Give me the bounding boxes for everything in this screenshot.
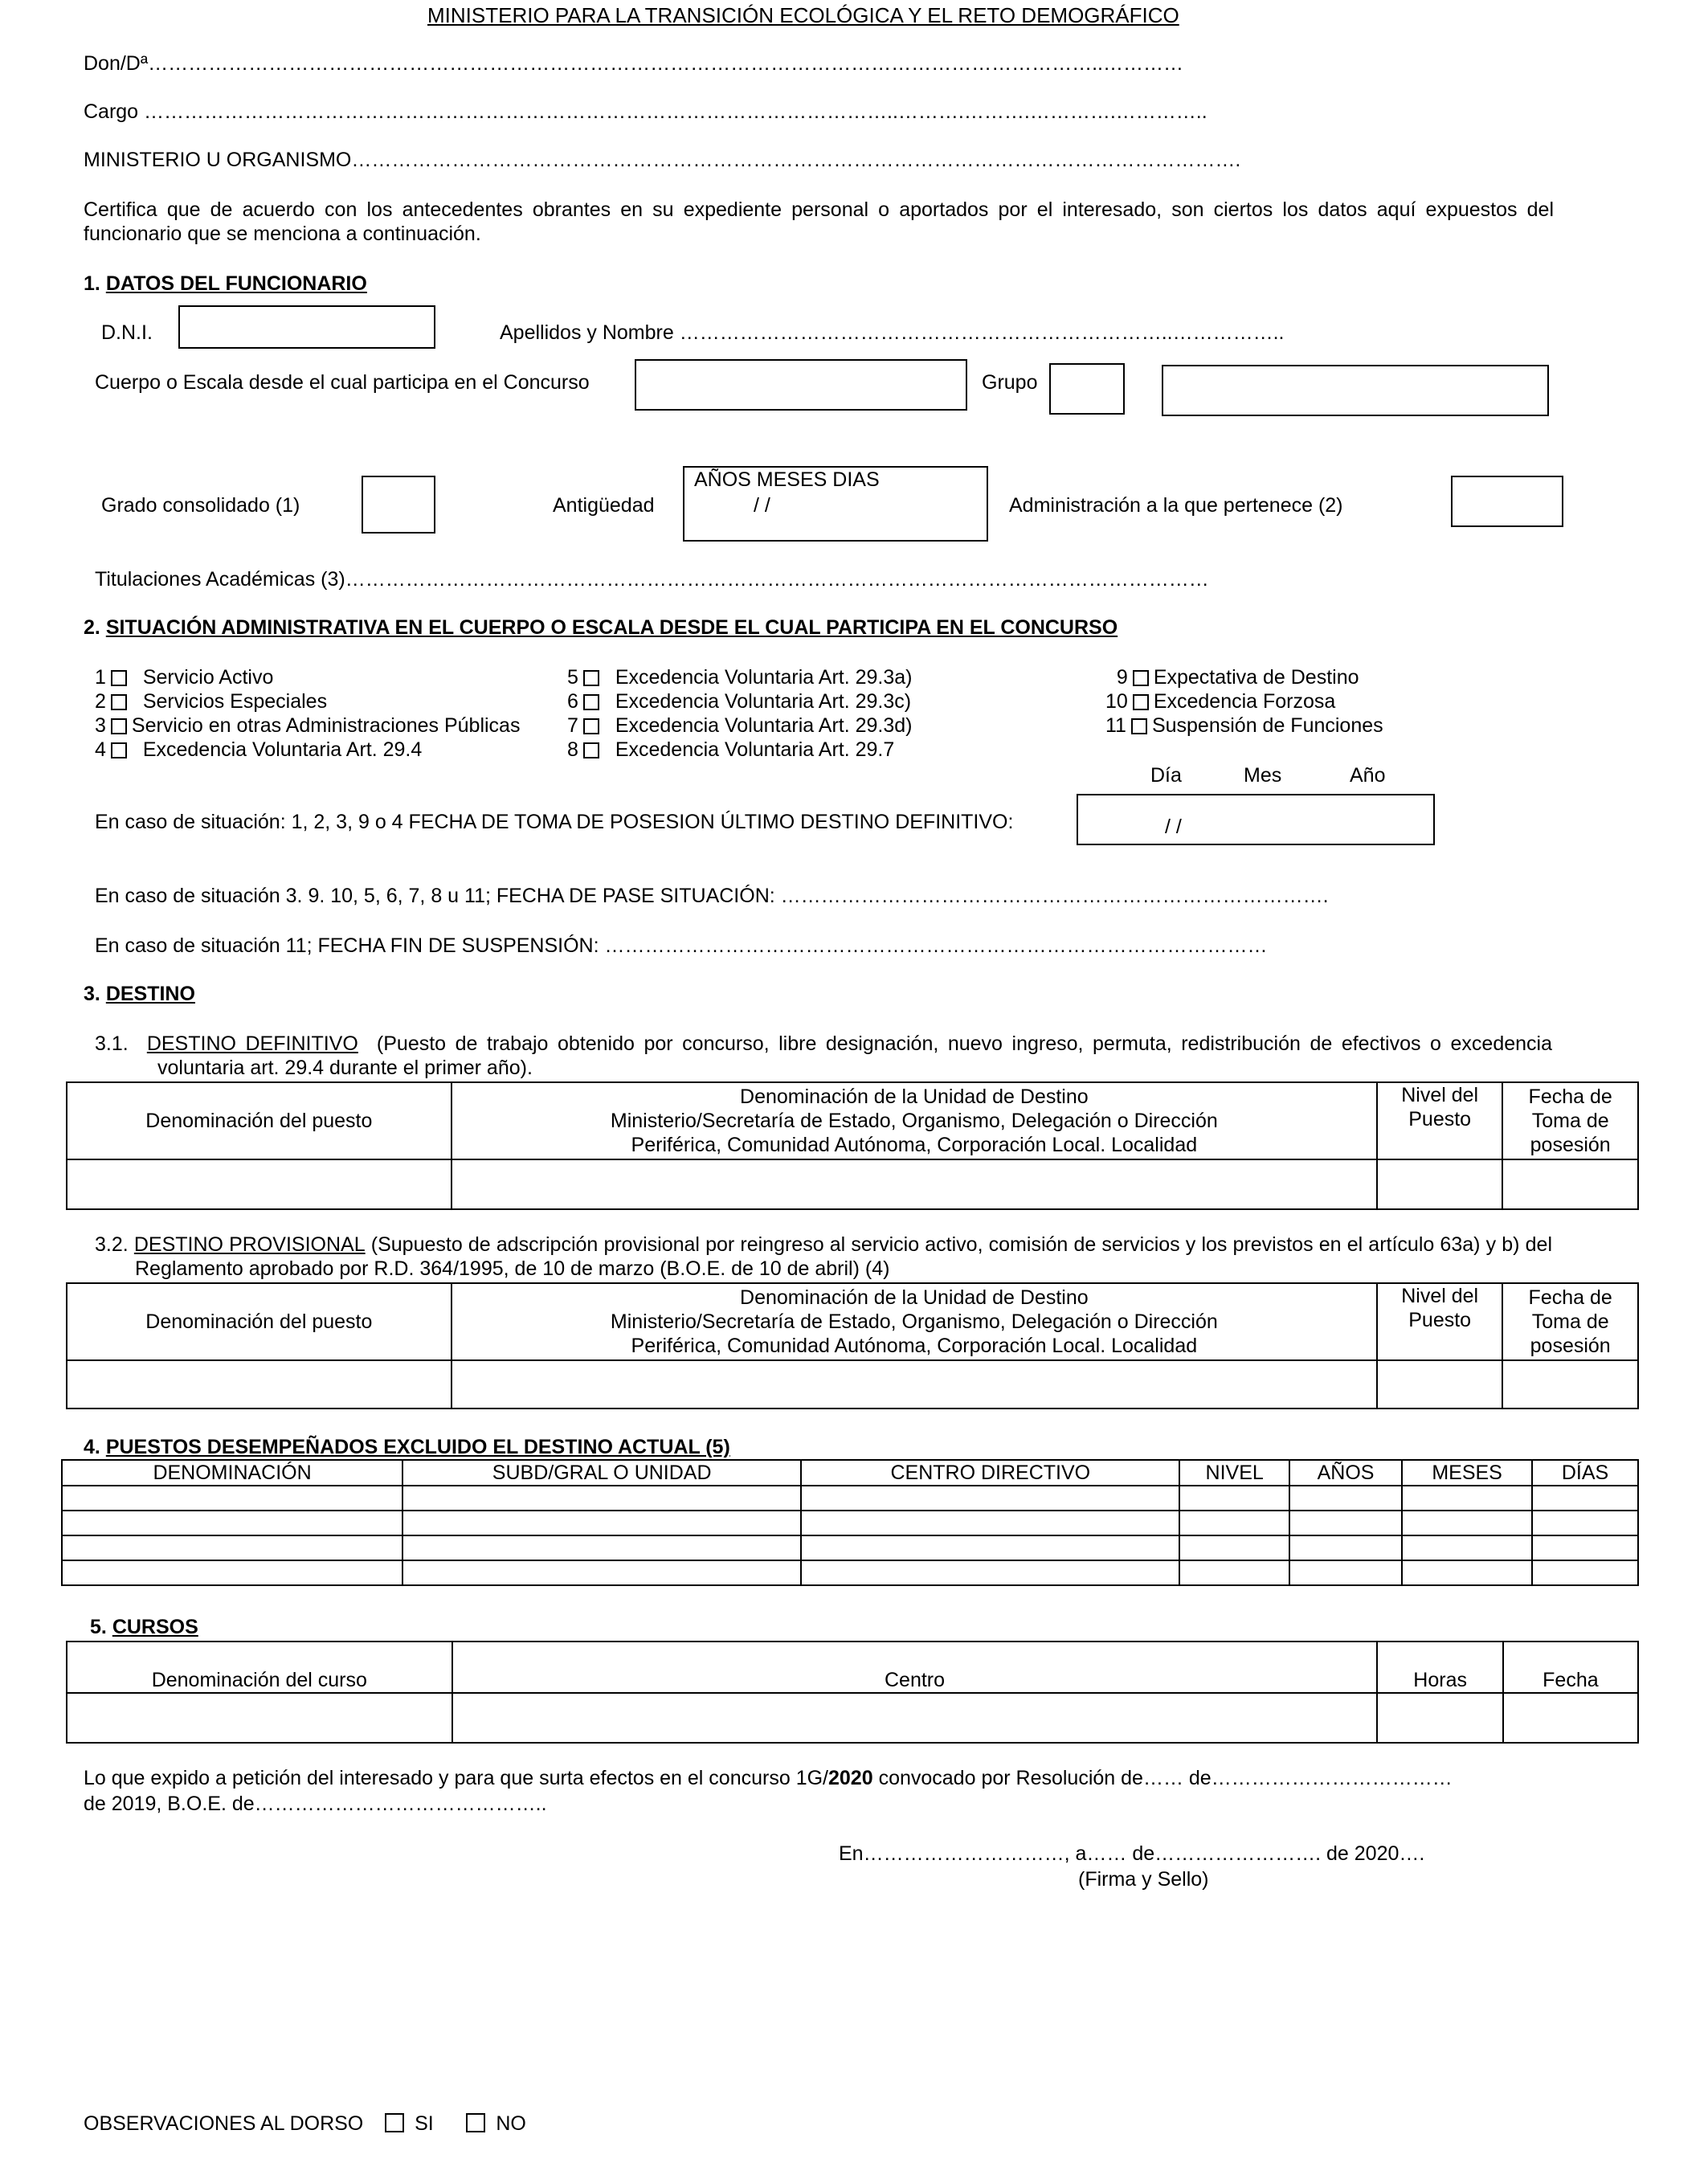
section-3-number: 3. — [84, 983, 100, 1005]
table-cell[interactable] — [1402, 1535, 1532, 1560]
table-cell[interactable] — [1377, 1360, 1502, 1408]
table-cell[interactable] — [1532, 1535, 1638, 1560]
col-header: DENOMINACIÓN — [62, 1460, 402, 1486]
observaciones-label: OBSERVACIONES AL DORSO — [84, 2112, 364, 2135]
col-header: Nivel del Puesto — [1377, 1283, 1502, 1360]
section-1-number: 1. — [84, 272, 100, 295]
table-cell[interactable] — [1502, 1360, 1638, 1408]
table-cell[interactable] — [402, 1535, 801, 1560]
table-cell[interactable] — [801, 1511, 1179, 1535]
antiguedad-label: Antigüedad — [553, 494, 655, 517]
cursos-table — [66, 1641, 1639, 1744]
firma-label: (Firma y Sello) — [1078, 1868, 1209, 1891]
table-cell[interactable] — [67, 1693, 452, 1743]
table-cell[interactable] — [1179, 1511, 1289, 1535]
situacion-col-1 — [95, 665, 520, 762]
checkbox-icon — [1133, 694, 1149, 710]
col-header: Denominación del puesto — [67, 1082, 452, 1159]
table-cell[interactable] — [801, 1486, 1179, 1511]
table-cell[interactable] — [67, 1159, 452, 1209]
table-cell[interactable] — [402, 1560, 801, 1585]
table-cell[interactable] — [801, 1535, 1179, 1560]
cuerpo-input[interactable] — [635, 359, 967, 411]
checkbox-icon — [111, 718, 127, 734]
col-header: AÑOS — [1289, 1460, 1402, 1486]
administracion-label: Administración a la que pertenece (2) — [1009, 494, 1343, 517]
table-cell[interactable] — [1502, 1159, 1638, 1209]
apellidos-field[interactable]: Apellidos y Nombre ………………………………………………………………..…………….. — [500, 321, 1285, 344]
section-2-number: 2. — [84, 616, 100, 639]
table-cell[interactable] — [452, 1360, 1377, 1408]
situacion-option[interactable]: 6 Excedencia Voluntaria Art. 29.3c) — [567, 690, 912, 713]
table-row — [62, 1511, 1638, 1535]
grupo-input[interactable] — [1049, 363, 1125, 415]
table-cell[interactable] — [1289, 1486, 1402, 1511]
cuerpo-label: Cuerpo o Escala desde el cual participa en el Concurso — [95, 371, 590, 394]
section-5-heading — [90, 1615, 198, 1639]
table-cell[interactable] — [62, 1560, 402, 1585]
section-3-title: DESTINO — [105, 983, 195, 1005]
situacion-option[interactable]: 5 Excedencia Voluntaria Art. 29.3a) — [567, 666, 913, 689]
destino-definitivo-table — [66, 1081, 1639, 1210]
situacion-option[interactable]: 2 Servicios Especiales — [95, 690, 328, 713]
table-cell[interactable] — [62, 1486, 402, 1511]
situacion-option[interactable]: 8 Excedencia Voluntaria Art. 29.7 — [567, 738, 895, 761]
table-cell[interactable] — [1289, 1511, 1402, 1535]
checkbox-icon — [111, 670, 127, 686]
antiguedad-box[interactable] — [683, 466, 988, 542]
don-field[interactable]: Don/Dª……………………………………………………………………………………………………………………………..………… — [84, 52, 1184, 75]
dni-label: D.N.I. — [101, 321, 153, 344]
closing-line-1: Lo que expido a petición del interesado y para que surta efectos en el concurso 1G/2020 convocado por Resolución de…… de……………………………… — [84, 1767, 1453, 1789]
si-label: SI — [415, 2112, 434, 2135]
section-1-heading — [84, 272, 367, 296]
section-4-number: 4. — [84, 1436, 100, 1458]
puestos-table — [61, 1459, 1639, 1586]
checkbox-icon — [583, 742, 599, 758]
grupo-label: Grupo — [982, 371, 1038, 394]
situacion-option[interactable]: 3 Servicio en otras Administraciones Públicas — [95, 714, 521, 737]
col-header: Denominación del curso — [67, 1642, 452, 1693]
situacion-option[interactable]: 4 Excedencia Voluntaria Art. 29.4 — [95, 738, 423, 761]
col-header: Nivel del Puesto — [1377, 1082, 1502, 1159]
page-title: MINISTERIO PARA LA TRANSICIÓN ECOLÓGICA Y EL RETO DEMOGRÁFICO — [427, 3, 1179, 27]
table-row — [62, 1486, 1638, 1511]
checkbox-icon — [583, 670, 599, 686]
table-cell[interactable] — [1289, 1560, 1402, 1585]
date-header-mes: Mes — [1244, 764, 1282, 787]
section-4-title: PUESTOS DESEMPEÑADOS EXCLUIDO EL DESTINO ACTUAL (5) — [105, 1436, 730, 1458]
table-cell[interactable] — [1179, 1486, 1289, 1511]
table-cell[interactable] — [1532, 1486, 1638, 1511]
observaciones-row — [84, 2112, 526, 2136]
situacion-option[interactable]: 7 Excedencia Voluntaria Art. 29.3d) — [567, 714, 913, 737]
titulaciones-field[interactable]: Titulaciones Académicas (3)………………………………………………………………………………………………………………… — [95, 568, 1209, 591]
destino-provisional-text: 3.2. DESTINO PROVISIONAL (Supuesto de adscripción provisional por reingreso al servicio activo, comisión de servicios y los previstos en el artículo 63a) y b) del Reglamento aprobado por R.D. 364/1995, de 10 de marzo (B.O.E. de 10 de abril) (4) — [95, 1233, 1552, 1280]
section-1-title: DATOS DEL FUNCIONARIO — [105, 272, 367, 295]
col-header: CENTRO DIRECTIVO — [801, 1460, 1179, 1486]
table-cell[interactable] — [1377, 1159, 1502, 1209]
situacion-col-2 — [567, 665, 913, 762]
closing-line-2: de 2019, B.O.E. de…………………………………….. — [84, 1793, 547, 1815]
table-cell[interactable] — [1402, 1511, 1532, 1535]
no-checkbox[interactable] — [466, 2113, 485, 2132]
no-label: NO — [496, 2112, 526, 2135]
table-cell[interactable] — [62, 1535, 402, 1560]
table-cell[interactable] — [62, 1511, 402, 1535]
table-cell[interactable] — [1532, 1560, 1638, 1585]
situacion-option[interactable]: 11 Suspensión de Funciones — [1105, 714, 1383, 737]
col-header: Horas — [1377, 1642, 1502, 1693]
section-3-heading — [84, 982, 195, 1006]
situacion-col-3 — [1105, 665, 1383, 738]
table-row — [62, 1560, 1638, 1585]
section-2-heading — [84, 615, 1118, 640]
checkbox-icon — [583, 718, 599, 734]
col-header: SUBD/GRAL O UNIDAD — [402, 1460, 801, 1486]
table-cell[interactable] — [1179, 1560, 1289, 1585]
table-cell[interactable] — [1503, 1693, 1638, 1743]
destino-provisional-table — [66, 1282, 1639, 1409]
col-header: NIVEL — [1179, 1460, 1289, 1486]
grupo-extra-input[interactable] — [1162, 365, 1549, 416]
section-4-heading — [84, 1435, 730, 1459]
checkbox-icon — [111, 694, 127, 710]
checkbox-icon — [583, 694, 599, 710]
fecha-toma-text: En caso de situación: 1, 2, 3, 9 o 4 FECHA DE TOMA DE POSESION ÚLTIMO DESTINO DEFINITIVO: — [95, 811, 1014, 833]
cargo-field[interactable]: Cargo …………………………………………………………………………………………………..……….……….………….………….. — [84, 100, 1207, 123]
col-header: MESES — [1402, 1460, 1532, 1486]
place-date-field[interactable]: En…………………………, a…… de……………………. de 2020…. — [839, 1842, 1425, 1865]
destino-definitivo-text: 3.1. DESTINO DEFINITIVO (Puesto de trabajo obtenido por concurso, libre designación, nuevo ingreso, permuta, redistribución de efectivos o excedencia voluntaria art. 29.4 durante el primer año). — [95, 1032, 1552, 1079]
date-header-ano: Año — [1350, 764, 1386, 787]
destino-definitivo-title: DESTINO DEFINITIVO — [146, 1032, 358, 1055]
fecha-toma-box[interactable] — [1077, 794, 1435, 845]
table-cell[interactable] — [402, 1511, 801, 1535]
table-cell[interactable] — [1402, 1560, 1532, 1585]
fecha-fin-field[interactable]: En caso de situación 11; FECHA FIN DE SUSPENSIÓN: ……………………………………………………………………………………… — [95, 934, 1268, 957]
grado-label: Grado consolidado (1) — [101, 494, 300, 517]
col-header: Centro — [452, 1642, 1378, 1693]
grado-input[interactable] — [362, 476, 435, 534]
checkbox-icon — [1131, 718, 1147, 734]
table-cell[interactable] — [1179, 1535, 1289, 1560]
situacion-option[interactable]: 1 Servicio Activo — [95, 666, 274, 689]
checkbox-icon — [1133, 670, 1149, 686]
dni-input[interactable] — [178, 305, 435, 349]
certifica-text: Certifica que de acuerdo con los antecedentes obrantes en su expediente personal o aportados por el interesado, son ciertos los datos aquí expuestos del funcionario que se menciona a continuación. — [84, 198, 1554, 245]
fecha-toma-slashes: / / — [1165, 816, 1182, 838]
antiguedad-slashes: / / — [754, 494, 770, 517]
table-cell[interactable] — [1402, 1486, 1532, 1511]
table-cell[interactable] — [452, 1159, 1377, 1209]
table-cell[interactable] — [67, 1360, 452, 1408]
date-header-dia: Día — [1150, 764, 1182, 787]
table-cell[interactable] — [452, 1693, 1378, 1743]
table-cell[interactable] — [1377, 1693, 1502, 1743]
si-checkbox[interactable] — [385, 2113, 404, 2132]
situacion-option[interactable]: 9 Expectativa de Destino — [1116, 666, 1359, 689]
col-header: Fecha — [1503, 1642, 1638, 1693]
col-header: Denominación de la Unidad de Destino Ministerio/Secretaría de Estado, Organismo, Delegación o Dirección Periférica, Comunidad Autónoma, Corporación Local. Localidad — [452, 1082, 1377, 1159]
section-5-title: CURSOS — [112, 1616, 198, 1638]
col-header: DÍAS — [1532, 1460, 1638, 1486]
situacion-option[interactable]: 10 Excedencia Forzosa — [1105, 690, 1336, 713]
col-header: Fecha de Toma de posesión — [1502, 1082, 1638, 1159]
checkbox-icon — [111, 742, 127, 758]
section-5-number: 5. — [90, 1616, 107, 1638]
administracion-input[interactable] — [1451, 476, 1563, 527]
fecha-pase-field[interactable]: En caso de situación 3. 9. 10, 5, 6, 7, 8 u 11; FECHA DE PASE SITUACIÓN: ………………………………………………………………………. — [95, 885, 1329, 907]
table-cell[interactable] — [1289, 1535, 1402, 1560]
col-header: Fecha de Toma de posesión — [1502, 1283, 1638, 1360]
section-2-title: SITUACIÓN ADMINISTRATIVA EN EL CUERPO O ESCALA DESDE EL CUAL PARTICIPA EN EL CONCURSO — [105, 616, 1118, 639]
table-cell[interactable] — [801, 1560, 1179, 1585]
antiguedad-header: AÑOS MESES DIAS — [694, 468, 880, 491]
table-row — [62, 1535, 1638, 1560]
ministerio-field[interactable]: MINISTERIO U ORGANISMO……………………………………………………………………………………………………………………. — [84, 149, 1241, 171]
table-cell[interactable] — [1532, 1511, 1638, 1535]
destino-provisional-title: DESTINO PROVISIONAL — [133, 1233, 366, 1256]
col-header: Denominación del puesto — [67, 1283, 452, 1360]
table-cell[interactable] — [402, 1486, 801, 1511]
col-header: Denominación de la Unidad de Destino Ministerio/Secretaría de Estado, Organismo, Delegación o Dirección Periférica, Comunidad Autónoma, Corporación Local. Localidad — [452, 1283, 1377, 1360]
